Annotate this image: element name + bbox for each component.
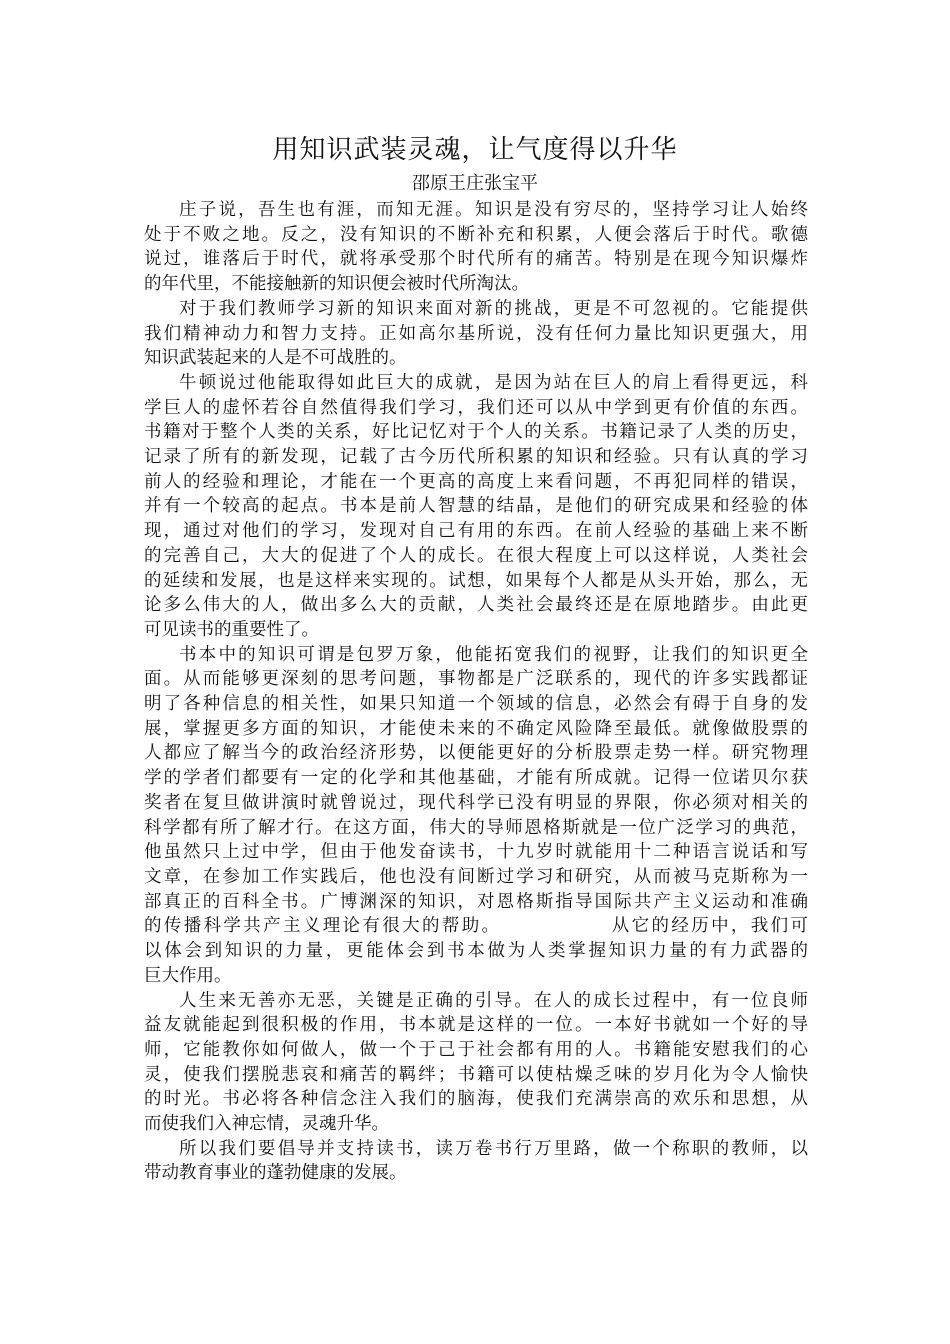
paragraph: [144, 643, 808, 989]
paragraph-line: 我们精神动力和智力支持。正如高尔基所说，没有任何力量比知识更强大，用: [144, 323, 808, 344]
paragraph-line: 前人的经验和理论，才能在一个更高的高度上来看问题，不再犯同样的错误，: [144, 471, 808, 492]
paragraph-line: 现，通过对他们的学习，发现对自己有用的东西。在前人经验的基础上来不断: [144, 521, 808, 542]
paragraph-line: 师，它能教你如何做人，做一个于己于社会都有用的人。书籍能安慰我们的心: [144, 1039, 808, 1060]
paragraph-line: 科学都有所了解才行。在这方面，伟大的导师恩格斯就是一位广泛学习的典范，: [144, 817, 808, 838]
paragraph-line: 的时光。书必将各种信念注入我们的脑海，使我们充满崇高的欢乐和思想，从: [144, 1089, 808, 1110]
paragraph: [144, 1137, 808, 1186]
paragraph: [144, 371, 808, 643]
paragraph-line: 对于我们教师学习新的知识来面对新的挑战，更是不可忽视的。它能提供: [179, 298, 808, 319]
paragraph-line: 展，掌握更多方面的知识，才能使未来的不确定风险降至最低。就像做股票的: [144, 718, 808, 739]
paragraph: [144, 297, 808, 371]
paragraph-line: 的年代里，不能接触新的知识便会被时代所淘汰。: [144, 274, 529, 295]
paragraph-line: 论多么伟大的人，做出多么大的贡献，人类社会最终还是在原地踏步。由此更: [144, 595, 808, 616]
paragraph-line: 而使我们入神忘情，灵魂升华。: [144, 1114, 389, 1135]
paragraph: [144, 198, 808, 297]
paragraph-line: 他虽然只上过中学，但由于他发奋读书，十九岁时就能用十二种语言说话和写: [144, 842, 808, 863]
paragraph-line: 可见读书的重要性了。: [144, 619, 319, 640]
paragraph-line: 书籍对于整个人类的关系，好比记忆对于个人的关系。书籍记录了人类的历史，: [144, 422, 808, 443]
paragraph-line: 并有一个较高的起点。书本是前人智慧的结晶，是他们的研究成果和经验的体: [144, 496, 808, 517]
paragraph-line: 人生来无善亦无恶，关键是正确的引导。在人的成长过程中，有一位良师: [179, 990, 808, 1011]
paragraph-line: 奖者在复旦做讲演时就曾说过，现代科学已没有明显的界限，你必须对相关的: [144, 792, 808, 813]
paragraph-line: 学巨人的虚怀若谷自然值得我们学习，我们还可以从中学到更有价值的东西。: [144, 397, 808, 418]
paragraph-line: 巨大作用。: [144, 965, 232, 986]
document-body: [144, 198, 808, 1186]
paragraph-line: 牛顿说过他能取得如此巨大的成就，是因为站在巨人的肩上看得更远，科: [179, 372, 808, 393]
paragraph-line: 的延续和发展，也是这样来实现的。试想，如果每个人都是从头开始，那么，无: [144, 570, 808, 591]
document-title: 用知识武装灵魂，让气度得以升华: [272, 135, 678, 165]
paragraph-line: 所以我们要倡导并支持读书，读万卷书行万里路，做一个称职的教师，以: [179, 1138, 808, 1159]
paragraph-line: 文章，在参加工作实践后，他也没有间断过学习和研究，从而被马克斯称为一: [144, 866, 808, 887]
paragraph-line: 灵，使我们摆脱悲哀和痛苦的羁绊；书籍可以使枯燥乏味的岁月化为令人愉快: [144, 1064, 808, 1085]
paragraph-line: 带动教育事业的蓬勃健康的发展。: [144, 1163, 407, 1184]
paragraph: [144, 989, 808, 1137]
paragraph-line: 说过，谁落后于时代，就将承受那个时代所有的痛苦。特别是在现今知识爆炸: [144, 249, 808, 270]
paragraph-line: 益友就能起到很积极的作用，书本就是这样的一位。一本好书就如一个好的导: [144, 1015, 808, 1036]
paragraph-line: 部真正的百科全书。广博渊深的知识，对恩格斯指导国际共产主义运动和准确: [144, 891, 808, 912]
paragraph-line: 记录了所有的新发现，记载了古今历代所积累的知识和经验。只有认真的学习: [144, 447, 808, 468]
paragraph-line: 的传播科学共产主义理论有很大的帮助。 从它的经历中，我们可: [144, 916, 808, 937]
paragraph-line: 人都应了解当今的政治经济形势，以便能更好的分析股票走势一样。研究物理: [144, 743, 808, 764]
document-author: 邵原王庄张宝平: [412, 173, 538, 194]
paragraph-line: 面。从而能够更深刻的思考问题，事物都是广泛联系的，现代的许多实践都证: [144, 669, 808, 690]
paragraph-line: 明了各种信息的相关性，如果只知道一个领域的信息，必然会有碍于自身的发: [144, 694, 808, 715]
paragraph-line: 书本中的知识可谓是包罗万象，他能拓宽我们的视野，让我们的知识更全: [179, 644, 808, 665]
paragraph-line: 庄子说，吾生也有涯，而知无涯。知识是没有穷尽的，坚持学习让人始终: [179, 200, 808, 220]
paragraph-line: 学的学者们都要有一定的化学和其他基础，才能有所成就。记得一位诺贝尔获: [144, 768, 808, 789]
paragraph-line: 的完善自己，大大的促进了个人的成长。在很大程度上可以这样说，人类社会: [144, 545, 808, 566]
paragraph-line: 知识武装起来的人是不可战胜的。: [144, 348, 407, 369]
paragraph-line: 处于不败之地。反之，没有知识的不断补充和积累，人便会落后于时代。歌德: [144, 224, 808, 245]
paragraph-line: 以体会到知识的力量，更能体会到书本做为人类掌握知识力量的有力武器的: [144, 941, 808, 962]
